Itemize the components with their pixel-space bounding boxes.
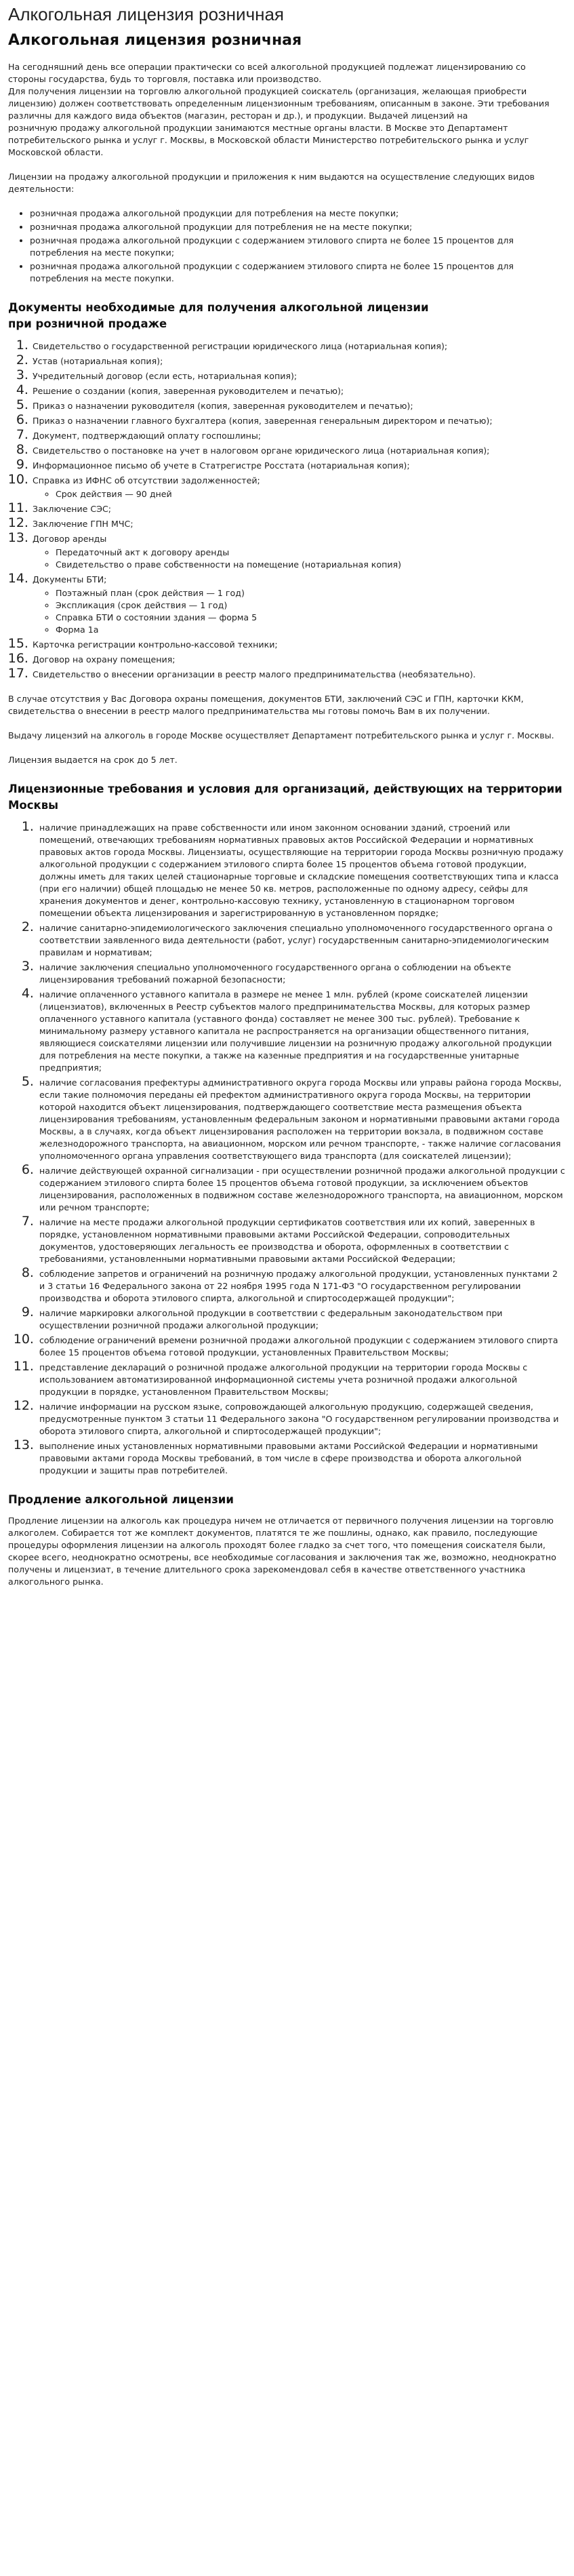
documents-list: [8, 339, 566, 681]
list-item: 8. соблюдение запретов и ограничений на розничную продажу алкогольной продукции, установленных пунктами 2 и 3 статьи 16 Федерального закона от 22 ноября 1995 года N 171-ФЗ "О государственном регулировании производства и оборота этилового спирта, алкогольной и спиртосодержащей продукции";: [38, 1267, 566, 1305]
list-item: 15. Карточка регистрации контрольно-кассовой техники;: [33, 637, 566, 651]
list-item-text: Договор аренды: [33, 534, 107, 544]
list-item: [33, 572, 566, 636]
list-item: 11. представление деклараций о розничной продаже алкогольной продукции на территории города Москвы с использованием автоматизированной информационной системы учета розничной продажи алкогольной продукции в порядке, установленном Правительством Москвы;: [38, 1360, 566, 1398]
list-item: 7. Документ, подтверждающий оплату госпошлины;: [33, 429, 566, 442]
list-item: 2. Устав (нотариальная копия);: [33, 354, 566, 368]
note-paragraph: В случае отсутствия у Вас Договора охраны помещения, документов БТИ, заключений СЭС и ГПН, карточки ККМ, свидетельства о внесении в реестр малого предпринимательства мы готовы помочь Вам в их получении.: [8, 694, 524, 716]
list-item-text: Справка из ИФНС об отсутствии задолженностей;: [33, 475, 260, 486]
list-item: 6. Приказ о назначении главного бухгалтера (копия, заверенная генеральным директором и печатью);: [33, 414, 566, 427]
list-item: 9. Информационное письмо об учете в Статрегистре Росстата (нотариальная копия);: [33, 458, 566, 472]
list-item: 13. выполнение иных установленных нормативными правовыми актами Российской Федерации и нормативными правовыми актами города Москвы требований, в том числе в сфере производства и оборота алкогольной продукции и защиты прав потребителей.: [38, 1439, 566, 1477]
list-item-text: Документы БТИ;: [33, 574, 107, 584]
list-item: 9. наличие маркировки алкогольной продукции в соответствии с федеральным законодательством при осуществлении розничной продажи алкогольной продукции;: [38, 1306, 566, 1332]
breadcrumb: Алкогольная лицензия розничная: [8, 4, 285, 24]
sub-list-item: ◦ Передаточный акт к договору аренды: [56, 547, 566, 559]
list-item: 1. Свидетельство о государственной регистрации юридического лица (нотариальная копия);: [33, 339, 566, 353]
license-types-list: [8, 207, 566, 285]
renewal-paragraph: Продление лицензии на алкоголь как процедура ничем не отличается от первичного получения лицензии на торговлю алкоголем. Собирается тот же комплект документов, платятся те же пошлины, однако, как правило, последующие процедуры оформления лицензии на алкоголь проходят более гладко за счет того, что помещения соискателя были, скорее всего, неоднократно осмотрены, все необходимые согласования и заключения так же, возможно, неоднократно получены и лицензиат, в течение длительного срока зарекомендовал себя в качестве ответственного участника алкогольного рынка.: [8, 1515, 556, 1587]
list-item: 3. наличие заключения специально уполномоченного государственного органа о соблюдении на объекте лицензирования требований пожарной безопасности;: [38, 960, 566, 986]
list-item: 4. наличие оплаченного уставного капитала в размере не менее 1 млн. рублей (кроме соискателей лицензии (лицензиатов), включенных в Реестр субъектов малого предпринимательства Москвы, для которых размер оплаченного уставного капитала (уставного фонда) составляет не менее 300 тыс. рублей). Требование к минимальному размеру уставного капитала не распространяется на организации общественного питания, являющиеся соискателями лицензии или получившие лицензии на розничную продажу алкогольной продукции для потребления на месте покупки, а также на казенные предприятия и на государственные унитарные предприятия;: [38, 987, 566, 1074]
list-item: [33, 532, 566, 571]
requirements-heading: Лицензионные требования и условия для организаций, действующих на территории Москвы: [8, 782, 562, 812]
list-item: 11. Заключение СЭС;: [33, 502, 566, 515]
list-item: 5. Приказ о назначении руководителя (копия, заверенная руководителем и печатью);: [33, 399, 566, 412]
sub-list-item: ◦ Свидетельство о праве собственности на помещение (нотариальная копия): [56, 559, 566, 571]
list-item: 12. Заключение ГПН МЧС;: [33, 517, 566, 530]
list-item: 4. Решение о создании (копия, заверенная руководителем и печатью);: [33, 384, 566, 397]
renewal-heading: Продление алкогольной лицензии: [8, 1493, 234, 1506]
note-paragraph: Выдачу лицензий на алкоголь в городе Москве осуществляет Департамент потребительского рынка и услуг г. Москвы.: [8, 730, 554, 740]
list-item: 6. наличие действующей охранной сигнализации - при осуществлении розничной продажи алкогольной продукции с содержанием этилового спирта более 15 процентов объема готовой продукции, за исключением объектов лицензирования, расположенных в подвижном составе железнодорожного транспорта, на авиационном, морском или речном транспорте;: [38, 1164, 566, 1214]
sub-list-item: ◦ Срок действия — 90 дней: [56, 488, 566, 500]
list-item: 7. наличие на месте продажи алкогольной продукции сертификатов соответствия или их копий, заверенных в порядке, установленном нормативными правовыми актами Российской Федерации, сопроводительных документов, удостоверяющих легальность ее производства и оборота, оформленных в соответствии с требованиями, установленными нормативными правовыми актами Российской Федерации;: [38, 1215, 566, 1265]
list-item: 12. наличие информации на русском языке, сопровождающей алкогольную продукцию, содержащей сведения, предусмотренные пунктом 3 статьи 11 Федерального закона "О государственном регулировании производства и оборота этилового спирта, алкогольной и спиртосодержащей продукции";: [38, 1400, 566, 1438]
sub-list-item: ◦ Справка БТИ о состоянии здания — форма 5: [56, 612, 566, 624]
list-item: 3. Учредительный договор (если есть, нотариальная копия);: [33, 369, 566, 382]
sub-list-item: ◦ Форма 1а: [56, 624, 566, 636]
list-item: • розничная продажа алкогольной продукции для потребления на месте покупки;: [30, 207, 566, 220]
list-item: 17. Свидетельство о внесении организации в реестр малого предпринимательства (необязательно).: [33, 667, 566, 681]
list-item: • розничная продажа алкогольной продукции с содержанием этилового спирта не более 15 процентов для потребления на месте покупки.: [30, 260, 566, 285]
requirements-list: [8, 820, 566, 1477]
list-item: • розничная продажа алкогольной продукции с содержанием этилового спирта не более 15 процентов для потребления на месте покупки;: [30, 235, 566, 259]
note-paragraph: Лицензия выдается на срок до 5 лет.: [8, 755, 178, 765]
list-item: • розничная продажа алкогольной продукции для потребления не на месте покупки;: [30, 221, 566, 233]
sub-list-item: ◦ Поэтажный план (срок действия — 1 год): [56, 587, 566, 599]
sub-list-item: ◦ Экспликация (срок действия — 1 год): [56, 599, 566, 612]
sub-list: [33, 547, 566, 571]
page-title: Алкогольная лицензия розничная: [8, 32, 302, 49]
documents-heading: Документы необходимые для получения алкогольной лицензии при розничной продаже: [8, 301, 429, 330]
list-item: [33, 473, 566, 500]
list-item: 16. Договор на охрану помещения;: [33, 652, 566, 666]
list-item: 8. Свидетельство о постановке на учет в налоговом органе юридического лица (нотариальная копия);: [33, 443, 566, 457]
list-item: 10. соблюдение ограничений времени розничной продажи алкогольной продукции с содержанием этилового спирта более 15 процентов объема готовой продукции, установленных Правительством Москвы;: [38, 1333, 566, 1359]
types-intro: Лицензии на продажу алкогольной продукции и приложения к ним выдаются на осуществление следующих видов деятельности:: [8, 172, 535, 194]
sub-list: [33, 587, 566, 636]
sub-list: [33, 488, 566, 500]
list-item: 2. наличие санитарно-эпидемиологического заключения специально уполномоченного государственного органа о соответствии заявленного вида деятельности (работ, услуг) государственным санитарно-эпидемиологическим правилам и нормативам;: [38, 921, 566, 959]
list-item: 1. наличие принадлежащих на праве собственности или ином законном основании зданий, строений или помещений, отвечающих требованиям нормативных правовых актов Российской Федерации и нормативных правовых актов города Москвы. Лицензиаты, осуществляющие на территории города Москвы розничную продажу алкогольной продукции с содержанием этилового спирта более 15 процентов объема готовой продукции, должны иметь для таких целей стационарные торговые и складские помещения соответствующих типа и класса (при его наличии) общей площадью не менее 50 кв. метров, расположенные по одному адресу, сейфы для хранения документов и денег, контрольно-кассовую технику, установленную в стационарном торговом помещении объекта лицензирования и зарегистрированную в установленном порядке;: [38, 820, 566, 919]
list-item: 5. наличие согласования префектуры административного округа города Москвы или управы района города Москвы, если такие полномочия переданы ей префектом административного округа города Москвы, на территории которой находится объект лицензирования, подтверждающего соответствие места размещения объекта лицензирования требованиям, установленным федеральным законом и нормативными правовыми актами города Москвы, а в случаях, когда объект лицензирования расположен на территории вокзала, в подвижном составе железнодорожного транспорта, на авиационном, морском или речном транспорте, - также наличие согласования уполномоченного органа управления соответствующего вида транспорта (для соискателей лицензии);: [38, 1075, 566, 1162]
intro-paragraph: На сегодняшний день все операции практически со всей алкогольной продукцией подлежат лицензированию со стороны государства, будь то торговля, поставка или производство. Для получения лицензии на торговлю алкогольной продукцией соискатель (организация, желающая приобрести лицензию) должен соответствовать определенным лицензионным требованиям, описанным в законе. Эти требования различны для каждого вида объектов (магазин, ресторан и др.), и продукции. Выдачей лицензий на розничную продажу алкогольной продукции занимаются местные органы власти. В Москве это Департамент потребительского рынка и услуг г. Москвы, в Московской области Министерство потребительского рынка и услуг Московской области.: [8, 62, 550, 157]
